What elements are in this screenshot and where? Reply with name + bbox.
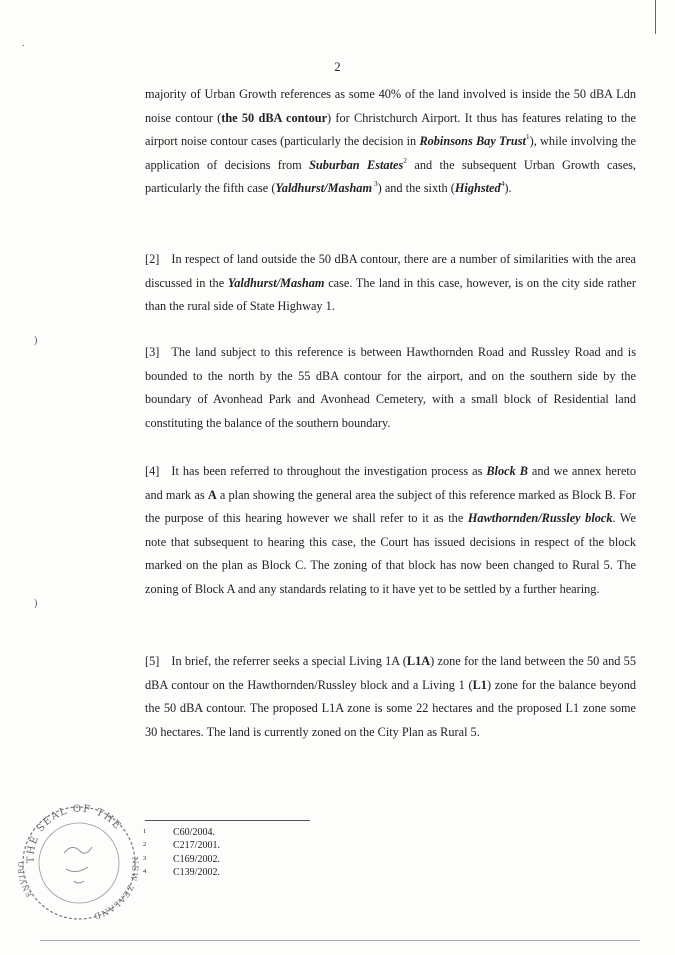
- case-name: Suburban Estates: [309, 157, 404, 172]
- case-name: Highsted: [454, 181, 501, 196]
- zone-abbrev: L1A: [406, 654, 431, 668]
- footnote-item: 2 C217/2001.: [143, 840, 220, 852]
- block-name: Hawthornden/Russley block: [467, 511, 613, 526]
- paragraph-3: [3] The land subject to this reference is between Hawthornden Road and Russley Road and is bounded to the north by the 55 dBA contour for the airport, and on the southern side by the boundary of Avonhead Park and Avonhead Cemetery, with a small block of Residential land constituting the balance of the southern boundary.: [145, 341, 636, 435]
- case-name: Yaldhurst/Masham: [275, 181, 373, 196]
- svg-text:NEW ZEALAND: NEW ZEALAND: [92, 856, 140, 921]
- paragraph-number: [5]: [145, 654, 160, 668]
- paragraph-5: [5] In brief, the referrer seeks a special Living 1A (L1A) zone for the land between the 50 and 55 dBA contour on the Hawthornden/Russley block and a Living 1 (L1) zone for the balance beyond the 50 dBA contour. The proposed L1A zone is some 22 hectares and the proposed L1 zone some 30 hectares. The land is currently zoned on the City Plan as Rural 5.: [145, 650, 636, 744]
- case-name: Yaldhurst/Masham: [227, 275, 325, 290]
- svg-text:THE SEAL OF THE: THE SEAL OF THE: [25, 803, 124, 864]
- footnote-item: 4 C139/2002.: [143, 867, 220, 879]
- paragraph-4: [4] It has been referred to throughout the investigation process as Block B and we annex hereto and mark as A a plan showing the general area the subject of this reference marked as Block B. For the purpose of this hearing however we shall refer to it as the Hawthornden/Russley block. We note that subsequent to hearing this case, the Court has issued decisions in respect of the block marked on the plan as Block C. The zoning of that block has now been changed to Rural 5. The zoning of Block A and any standards relating to it have yet to be settled by a further hearing.: [145, 460, 636, 602]
- block-name: Block B: [486, 464, 528, 478]
- footnote-ref: 1: [525, 132, 530, 142]
- case-name: Robinsons Bay Trust: [419, 134, 526, 149]
- footnote-ref: 3: [372, 179, 378, 189]
- footnote-item: 3 C169/2002.: [143, 853, 220, 865]
- hole-punch-mark: ): [34, 335, 38, 346]
- paragraph-number: [3]: [145, 345, 160, 359]
- page-number: 2: [334, 60, 341, 74]
- footnotes: [143, 826, 220, 880]
- paragraph-2: [2] In respect of land outside the 50 dBA contour, there are a number of similarities with the area discussed in the Yaldhurst/Masham case. The land in this case, however, is on the city side rather than the rural side of State Highway 1.: [145, 248, 636, 319]
- paragraph-number: [4]: [145, 464, 160, 478]
- footnote-ref: 4: [500, 179, 505, 189]
- scan-mark: .: [22, 38, 25, 49]
- scan-edge-line: [655, 0, 656, 34]
- paragraph-number: [2]: [145, 252, 160, 266]
- hole-punch-mark: ): [34, 598, 38, 609]
- footnote-ref: 2: [403, 155, 407, 165]
- paragraph-1-continued: majority of Urban Growth references as some 40% of the land involved is inside the 50 dBA Ldn noise contour (the 50 dBA contour) for Christchurch Airport. It thus has features relating to the airport noise contour cases (particularly the decision in Robinsons Bay Trust$^1$), while involving the application of decisions from Suburban Estates$^2$ and the subsequent Urban Growth cases, particularly the fifth case (Yaldhurst/Masham $^3$) and the sixth (Highsted$^4$).: [145, 87, 637, 196]
- svg-text:ENVIRO: ENVIRO: [17, 860, 34, 899]
- court-seal-stamp: [14, 795, 144, 930]
- footnote-divider: [145, 820, 310, 821]
- footnote-item: 1 C60/2004.: [143, 827, 215, 838]
- annex-mark: A: [207, 487, 217, 502]
- zone-abbrev: L1: [472, 677, 487, 692]
- page-bottom-rule: [40, 940, 640, 941]
